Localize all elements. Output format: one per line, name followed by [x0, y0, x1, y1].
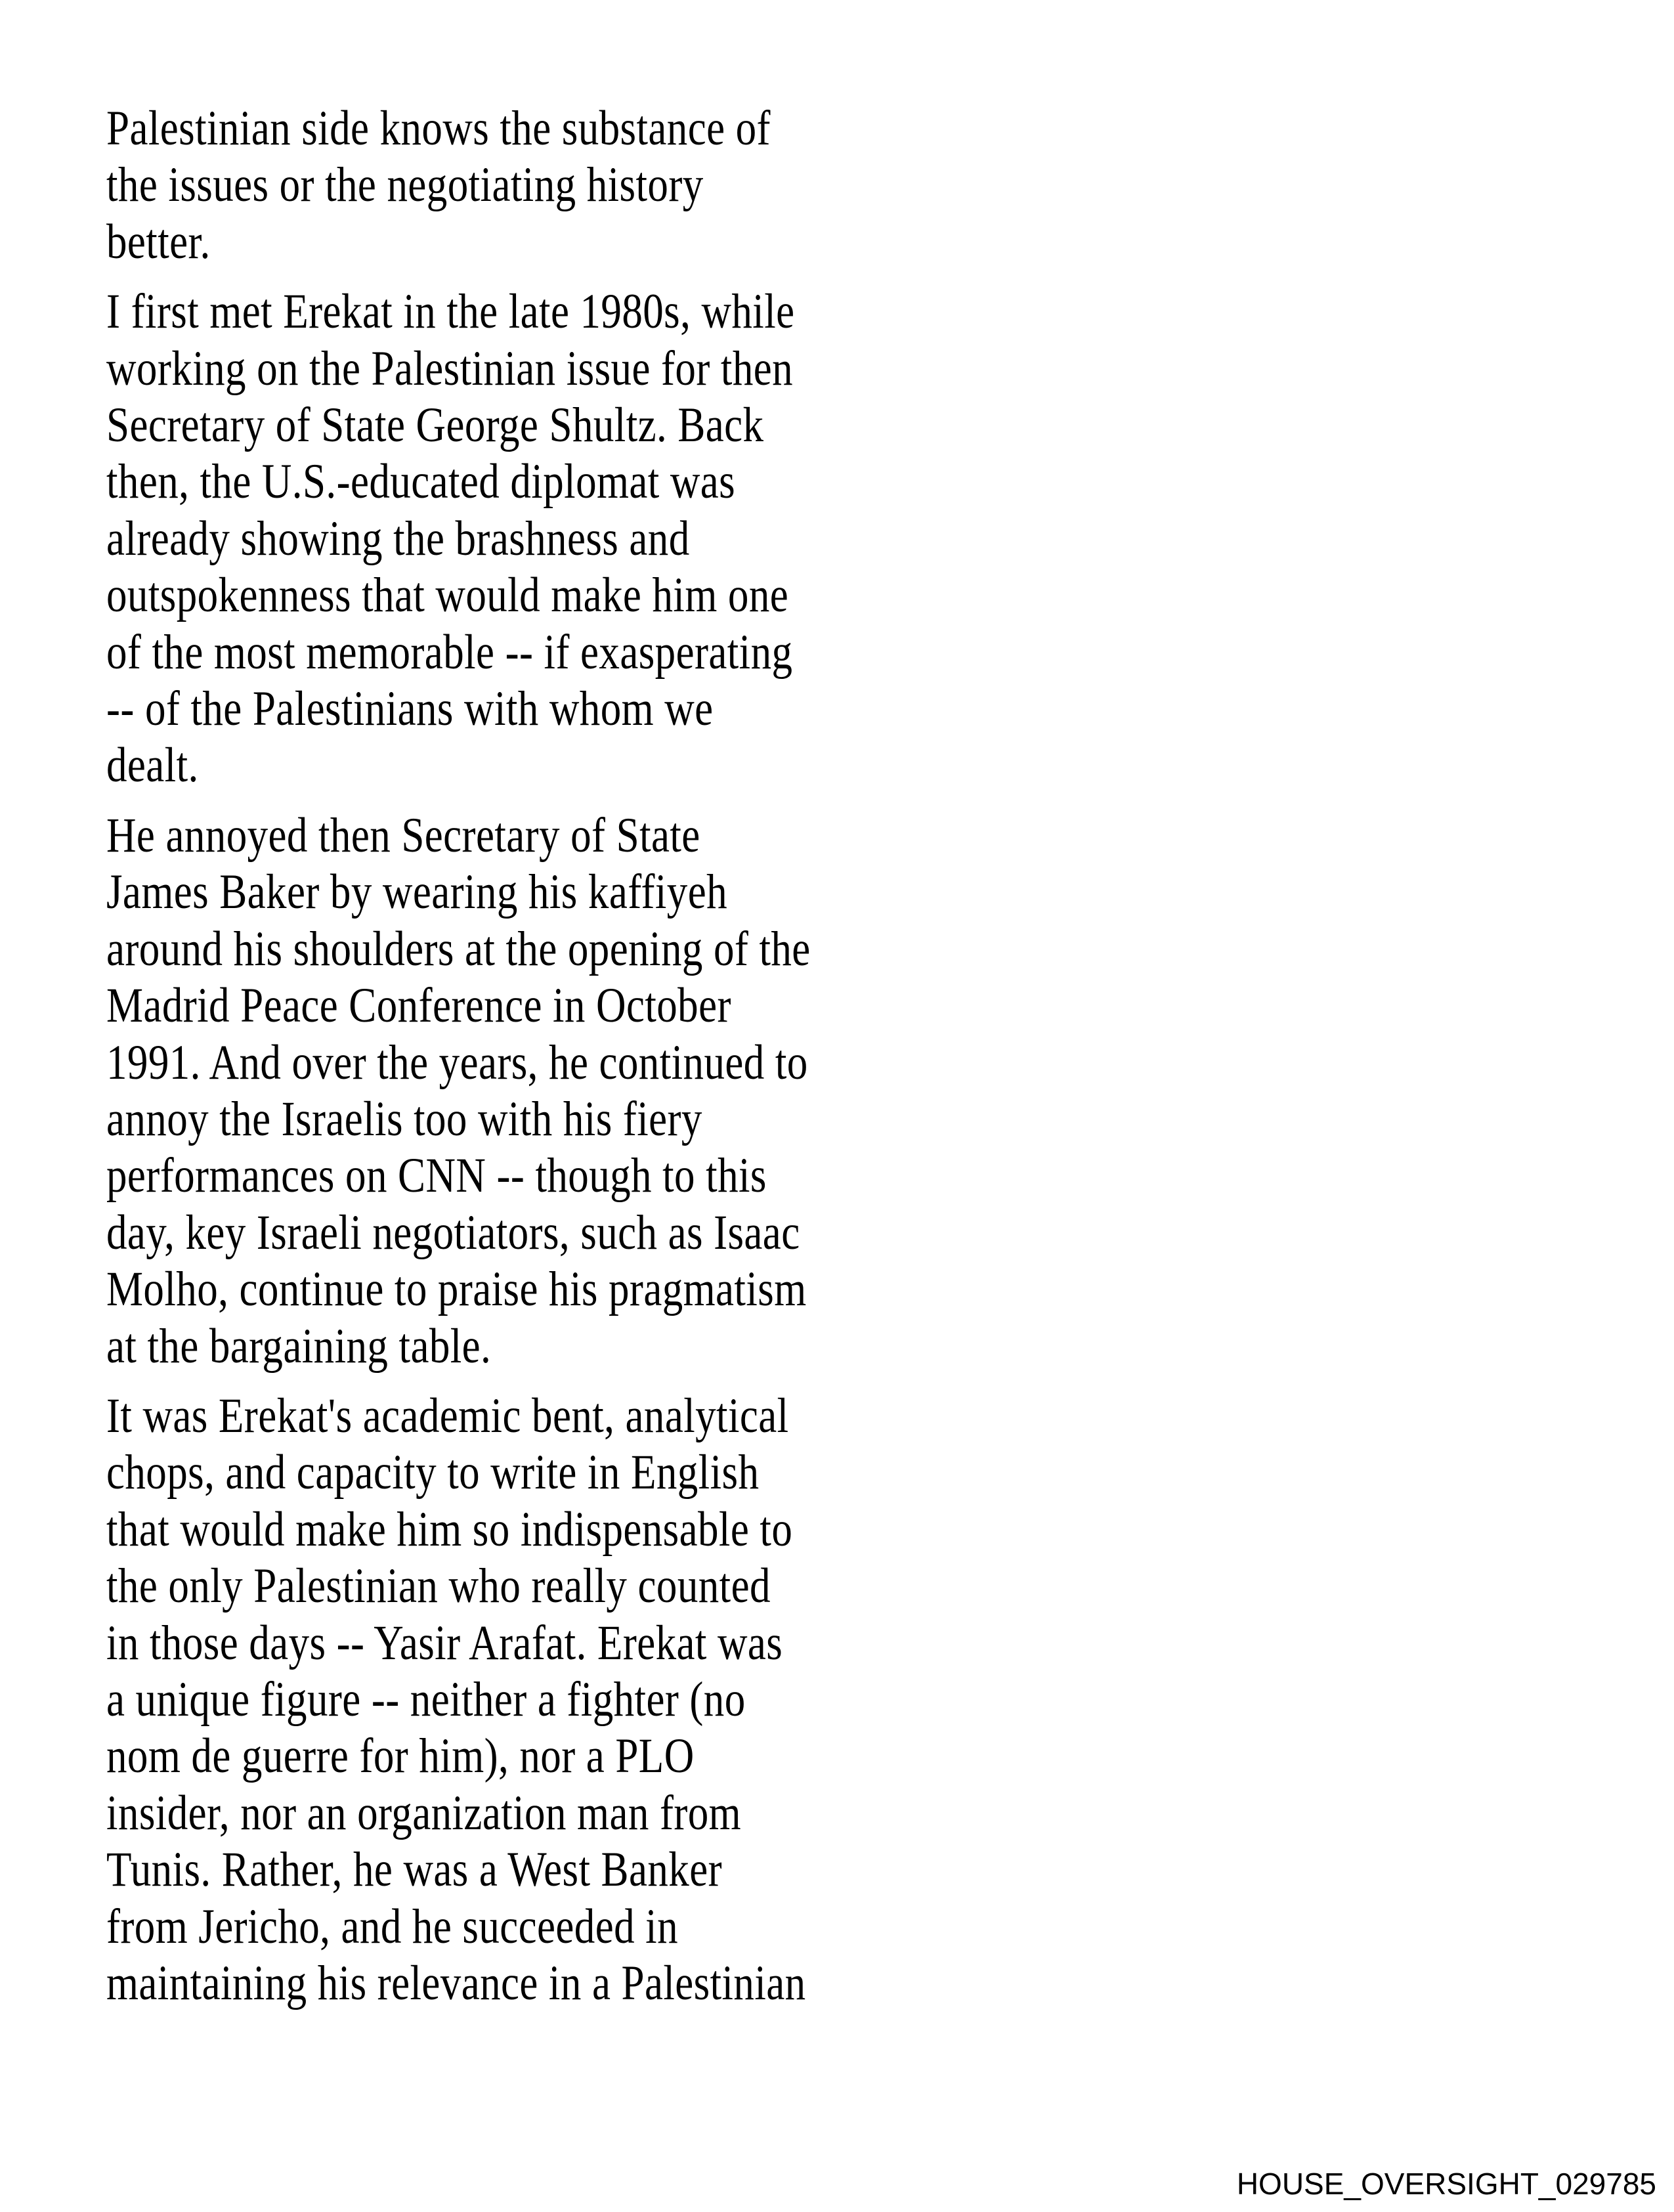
paragraph: It was Erekat's academic bent, analytical chops, and capacity to write in English that would make him so indispensable to the only Palestinian who really counted in those days -- Yasir Arafat. Erekat was a unique figure -- neither a fighter (no nom de guerre for him), nor a PLO insider, nor an organization man from Tunis. Rather, he was a West Banker from Jericho, and he succeeded in maintaining his relevance in a Palestinian — [106, 1388, 806, 2010]
paragraph: He annoyed then Secretary of State James Baker by wearing his kaffiyeh around his shoulders at the opening of the Madrid Peace Conference in October 1991. And over the years, he continued to annoy the Israelis too with his fiery performances on CNN -- though to this day, key Israeli negotiators, such as Isaac Molho, continue to praise his pragmatism at the bargaining table. — [106, 808, 811, 1374]
document-body-text — [106, 100, 989, 2025]
bates-stamp: HOUSE_OVERSIGHT_029785 — [1236, 2167, 1656, 2201]
paragraph: I first met Erekat in the late 1980s, while working on the Palestinian issue for then Secretary of State George Shultz. Back then, the U.S.-educated diplomat was already showing the brashness and outspokenness that would make him one of the most memorable -- if exasperating -- of the Palestinians with whom we dealt. — [106, 284, 795, 793]
paragraph: Palestinian side knows the substance of the issues or the negotiating history better. — [106, 101, 771, 269]
